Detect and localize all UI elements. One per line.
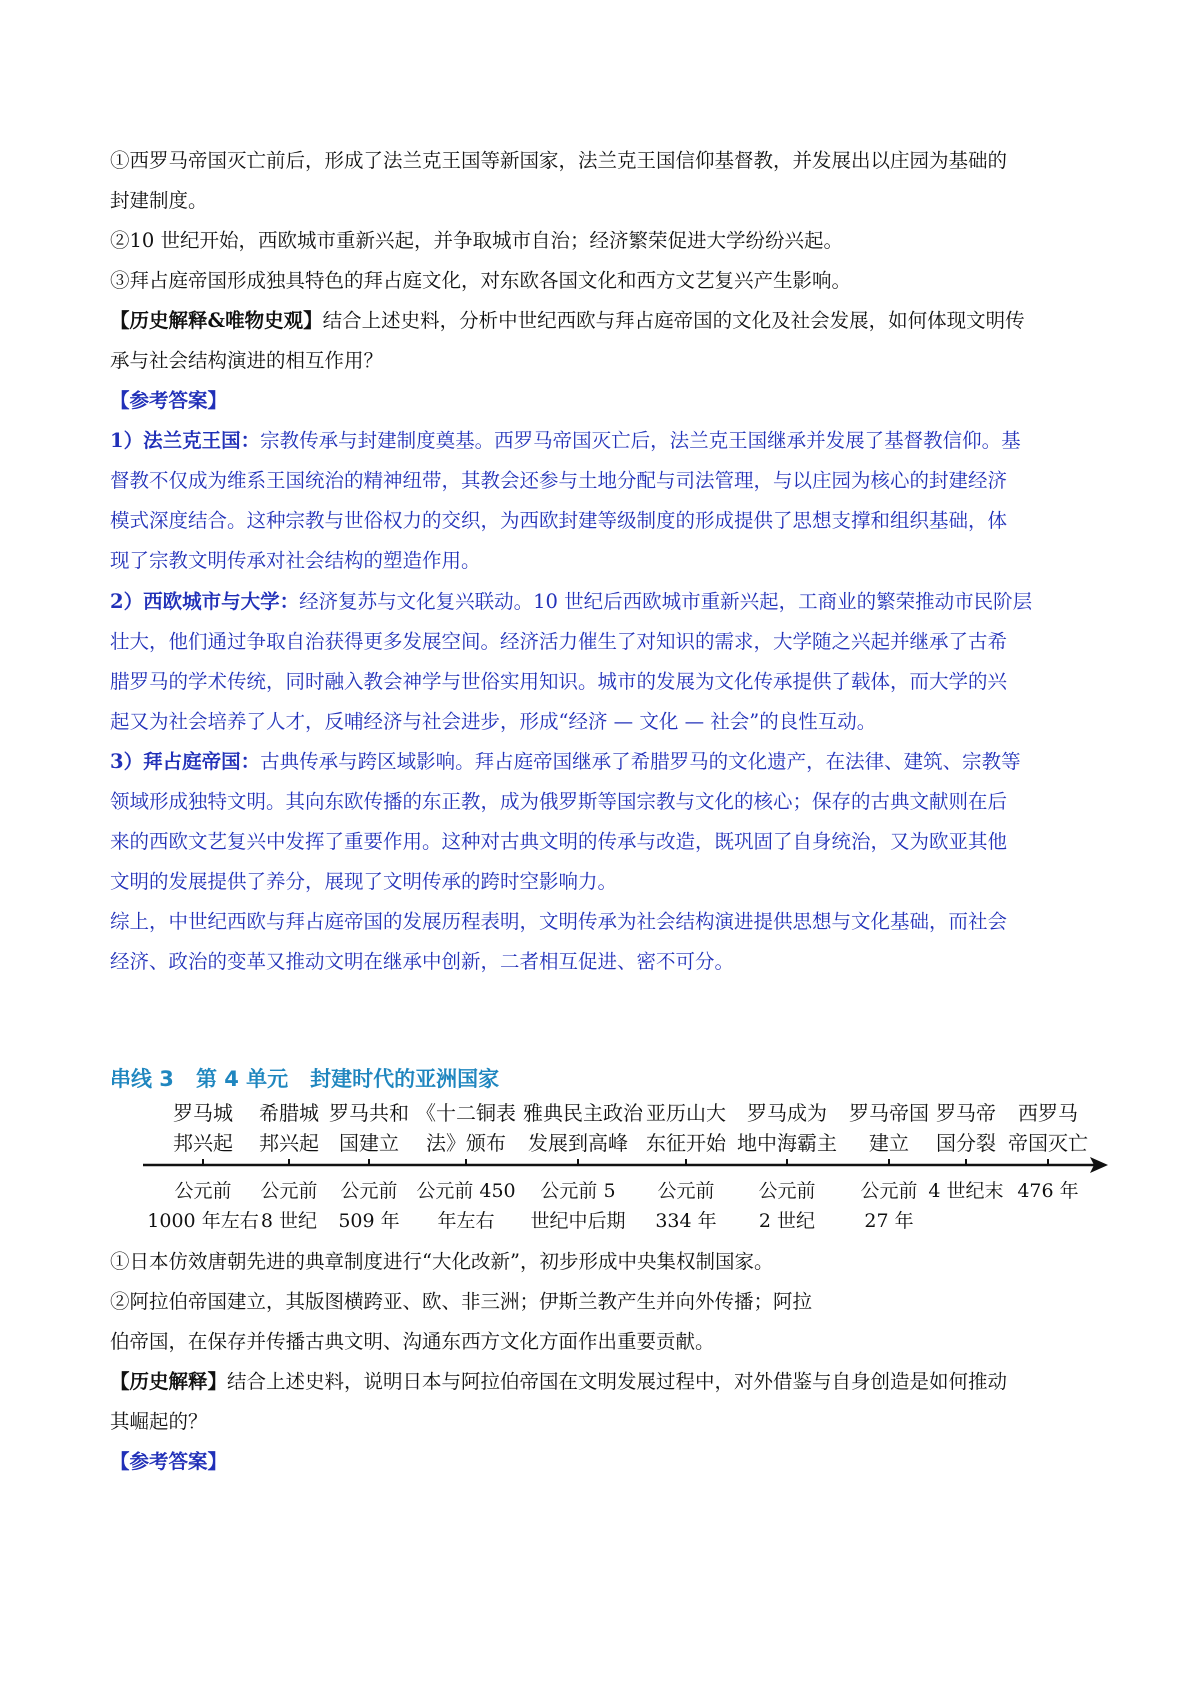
answer-text: 督教不仅成为维系王国统治的精神纽带，其教会还参与土地分配与司法管理，与以庄园为核心的封建经济	[110, 469, 1008, 492]
answer-text: 文明的发展提供了养分，展现了文明传承的跨时空影响力。	[110, 870, 618, 893]
timeline-event-date-line: 8 世纪	[260, 1210, 318, 1232]
timeline-event-date-line: 公元前	[260, 1180, 318, 1202]
timeline-event-label-line: 罗马帝国	[849, 1101, 929, 1125]
question-text: 结合上述史料，说明日本与阿拉伯帝国在文明发展过程中，对外借鉴与自身创造是如何推动	[227, 1370, 1008, 1393]
answer-text: 经济复苏与文化复兴联动。10 世纪后西欧城市重新兴起，工商业的繁荣推动市民阶层	[299, 590, 1033, 613]
timeline-event-date-line: 公元前 450	[416, 1180, 516, 1202]
unit-label: 第 4 单元	[195, 1067, 289, 1091]
timeline-event-label-line: 罗马共和	[329, 1101, 409, 1125]
timeline-event-label-line: 罗马城	[173, 1101, 233, 1125]
unit-title: 封建时代的亚洲国家	[310, 1067, 500, 1091]
timeline-event-date-line: 年左右	[437, 1210, 495, 1232]
timeline-event-label-line: 法》颁布	[426, 1131, 506, 1155]
source-item-2: ②阿拉伯帝国建立，其版图横跨亚、欧、非三洲；伊斯兰教产生并向外传播；阿拉	[110, 1290, 813, 1313]
answer-summary-cont: 经济、政治的变革又推动文明在继承中创新，二者相互促进、密不可分。	[110, 950, 735, 973]
source-item-2-cont: 伯帝国，在保存并传播古典文明、沟通东西方文化方面作出重要贡献。	[110, 1330, 715, 1353]
answer-point-label: 2）西欧城市与大学：	[110, 590, 300, 613]
answer-text: 领域形成独特文明。其向东欧传播的东正教，成为俄罗斯等国宗教与文化的核心；保存的古典文献则在后	[110, 790, 1008, 813]
answer-point-label: 1）法兰克王国：	[110, 429, 261, 452]
timeline-event-date	[988, 1176, 1108, 1206]
source-item-1-cont: 封建制度。	[110, 189, 208, 212]
timeline-event-label-line: 雅典民主政治	[523, 1101, 643, 1125]
timeline-event-label	[523, 1098, 643, 1158]
timeline-event-label	[411, 1098, 521, 1158]
timeline-event-date-line: 公元前	[340, 1180, 398, 1202]
source-item-2: ②10 世纪开始，西欧城市重新兴起，并争取城市自治；经济繁荣促进大学纷纷兴起。	[110, 229, 844, 252]
timeline-event-date-line: 公元前	[657, 1180, 715, 1202]
answer-text: 模式深度结合。这种宗教与世俗权力的交织，为西欧封建等级制度的形成提供了思想支撑和组织基础，体	[110, 509, 1008, 532]
timeline-event-label-line: 亚历山大	[646, 1101, 726, 1125]
timeline-event-date-line: 公元前	[758, 1180, 816, 1202]
timeline-event-date-line: 27 年	[864, 1210, 914, 1232]
answer-text: 古典传承与跨区域影响。拜占庭帝国继承了希腊罗马的文化遗产，在法律、建筑、宗教等	[260, 750, 1021, 773]
timeline-event-date-line: 公元前	[174, 1180, 232, 1202]
answer-text: 来的西欧文艺复兴中发挥了重要作用。这种对古典文明的传承与改造，既巩固了自身统治，又为欧亚其他	[110, 830, 1008, 853]
timeline-event-date-line: 4 世纪末	[928, 1180, 1004, 1202]
answer-text: 起又为社会培养了人才，反哺经济与社会进步，形成“经济 — 文化 — 社会”的良性互动。	[110, 710, 877, 733]
timeline-event-date	[406, 1176, 526, 1236]
timeline-event-label-line: 东征开始	[646, 1131, 726, 1155]
timeline-event-label-line: 帝国灭亡	[1008, 1131, 1088, 1155]
timeline-event-date-line: 476 年	[1017, 1180, 1079, 1202]
answer-summary: 综上，中世纪西欧与拜占庭帝国的发展历程表明，文明传承为社会结构演进提供思想与文化基础，而社会	[110, 910, 1008, 933]
question-2-cont: 其崛起的？	[110, 1410, 208, 1433]
timeline-event-date-line: 公元前 5	[540, 1180, 616, 1202]
question-tag: 【历史解释&唯物史观】	[110, 309, 323, 332]
question-1-cont: 承与社会结构演进的相互作用？	[110, 349, 384, 372]
timeline-event-date-line: 509 年	[338, 1210, 400, 1232]
series-label: 串线 3	[110, 1067, 174, 1091]
timeline-event-date-line: 2 世纪	[758, 1210, 816, 1232]
timeline-event-date	[518, 1176, 638, 1236]
answer-text: 腊罗马的学术传统，同时融入教会神学与世俗实用知识。城市的发展为文化传承提供了载体，而大学的兴	[110, 670, 1008, 693]
answer-heading: 【参考答案】	[110, 389, 228, 412]
answer-point-label: 3）拜占庭帝国：	[110, 750, 261, 773]
timeline-event-label-line: 罗马帝	[936, 1101, 996, 1125]
timeline-event-date-line: 334 年	[655, 1210, 717, 1232]
answer-text: 现了宗教文明传承对社会结构的塑造作用。	[110, 549, 481, 572]
timeline-event-label	[993, 1098, 1103, 1158]
timeline-event-label-line: 发展到高峰	[528, 1131, 628, 1155]
question-text: 结合上述史料，分析中世纪西欧与拜占庭帝国的文化及社会发展，如何体现文明传	[322, 309, 1025, 332]
question-2	[110, 1367, 1007, 1397]
timeline-event-label-line: 地中海霸主	[737, 1131, 837, 1155]
timeline-event-label	[732, 1098, 842, 1158]
timeline-event-date-line: 公元前	[860, 1180, 918, 1202]
timeline-event-date-line: 1000 年左右	[147, 1210, 259, 1232]
timeline-event-label-line: 国分裂	[936, 1131, 996, 1155]
timeline-event-date-line: 世纪中后期	[530, 1210, 626, 1232]
question-tag: 【历史解释】	[110, 1370, 228, 1393]
timeline-event-label-line: 邦兴起	[259, 1131, 319, 1155]
timeline-event-label	[314, 1098, 424, 1158]
answer-heading: 【参考答案】	[110, 1450, 228, 1473]
timeline-event-label-line: 国建立	[339, 1131, 399, 1155]
answer-text: 宗教传承与封建制度奠基。西罗马帝国灭亡后，法兰克王国继承并发展了基督教信仰。基	[260, 429, 1021, 452]
timeline-event-label-line: 西罗马	[1018, 1101, 1078, 1125]
timeline-event-label-line: 《十二铜表	[416, 1101, 516, 1125]
timeline-event-label-line: 罗马成为	[747, 1101, 827, 1125]
source-item-1: ①西罗马帝国灭亡前后，形成了法兰克王国等新国家，法兰克王国信仰基督教，并发展出以庄园为基础的	[110, 149, 1008, 172]
timeline-event-label-line: 希腊城	[259, 1101, 319, 1125]
source-item-1: ①日本仿效唐朝先进的典章制度进行“大化改新”，初步形成中央集权制国家。	[110, 1250, 774, 1273]
timeline-event-label-line: 建立	[869, 1131, 909, 1155]
timeline-event-label	[631, 1098, 741, 1158]
answer-text: 壮大，他们通过争取自治获得更多发展空间。经济活力催生了对知识的需求，大学随之兴起并继承了古希	[110, 630, 1008, 653]
timeline-event-label-line: 邦兴起	[173, 1131, 233, 1155]
source-item-3: ③拜占庭帝国形成独具特色的拜占庭文化，对东欧各国文化和西方文艺复兴产生影响。	[110, 269, 852, 292]
